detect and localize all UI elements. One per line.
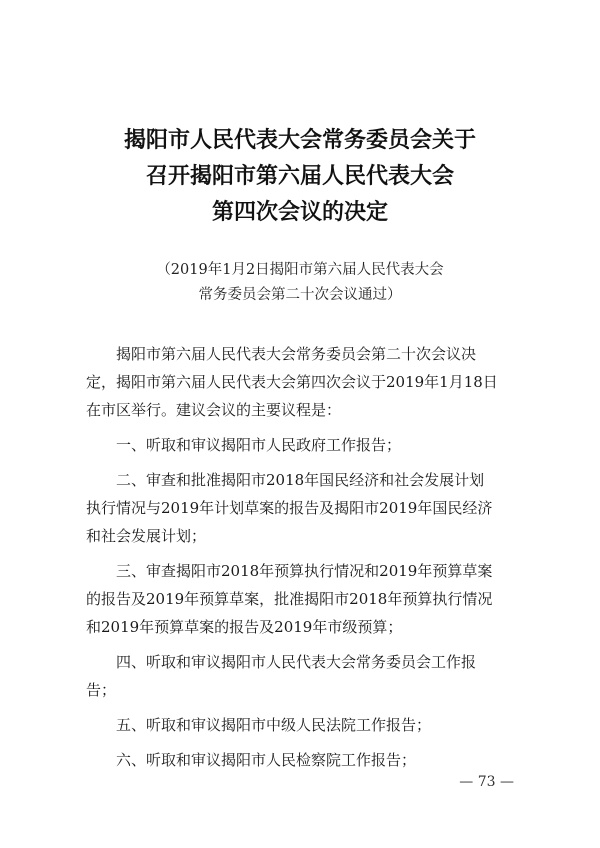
agenda-item-6	[86, 746, 520, 774]
body-line: 在市区举行。建议会议的主要议程是：	[86, 401, 342, 419]
document-body	[86, 340, 520, 781]
body-line: 和2019年预算草案的报告及2019年市级预算；	[86, 618, 403, 636]
body-line: 揭阳市第六届人民代表大会常务委员会第二十次会议决	[116, 345, 477, 363]
body-line: 执行情况与2019年计划草案的报告及揭阳市2019年国民经济	[86, 499, 493, 517]
title-line: 揭阳市人民代表大会常务委员会关于	[123, 127, 476, 153]
body-line: 和社会发展计划；	[86, 527, 207, 545]
document-subtitle	[0, 258, 600, 308]
page-number: — 73 —	[459, 774, 514, 790]
subtitle-line: 常务委员会第二十次会议通过）	[198, 287, 402, 303]
body-line: 一、听取和审议揭阳市人民政府工作报告；	[116, 436, 402, 454]
agenda-item-3	[86, 557, 520, 641]
subtitle-line: （2019年1月2日揭阳市第六届人民代表大会	[156, 262, 444, 278]
body-line: 三、审查揭阳市2018年预算执行情况和2019年预算草案	[116, 562, 493, 580]
title-line: 第四次会议的决定	[211, 199, 388, 225]
agenda-item-4	[86, 648, 520, 704]
document-title	[0, 122, 600, 230]
body-line: 的报告及2019年预算草案，批准揭阳市2018年预算执行情况	[86, 590, 493, 608]
body-line: 五、听取和审议揭阳市中级人民法院工作报告；	[116, 716, 432, 734]
agenda-item-2	[86, 466, 520, 550]
agenda-item-5	[86, 711, 520, 739]
body-line: 二、审查和批准揭阳市2018年国民经济和社会发展计划	[116, 471, 485, 489]
agenda-item-1	[86, 431, 520, 459]
body-line: 六、听取和审议揭阳市人民检察院工作报告；	[116, 751, 417, 769]
title-line: 召开揭阳市第六届人民代表大会	[145, 163, 454, 189]
body-line: 定，揭阳市第六届人民代表大会第四次会议于2019年1月18日	[86, 373, 498, 391]
body-line: 告；	[86, 681, 117, 699]
paragraph-decision	[86, 340, 520, 424]
body-line: 四、听取和审议揭阳市人民代表大会常务委员会工作报	[116, 653, 477, 671]
